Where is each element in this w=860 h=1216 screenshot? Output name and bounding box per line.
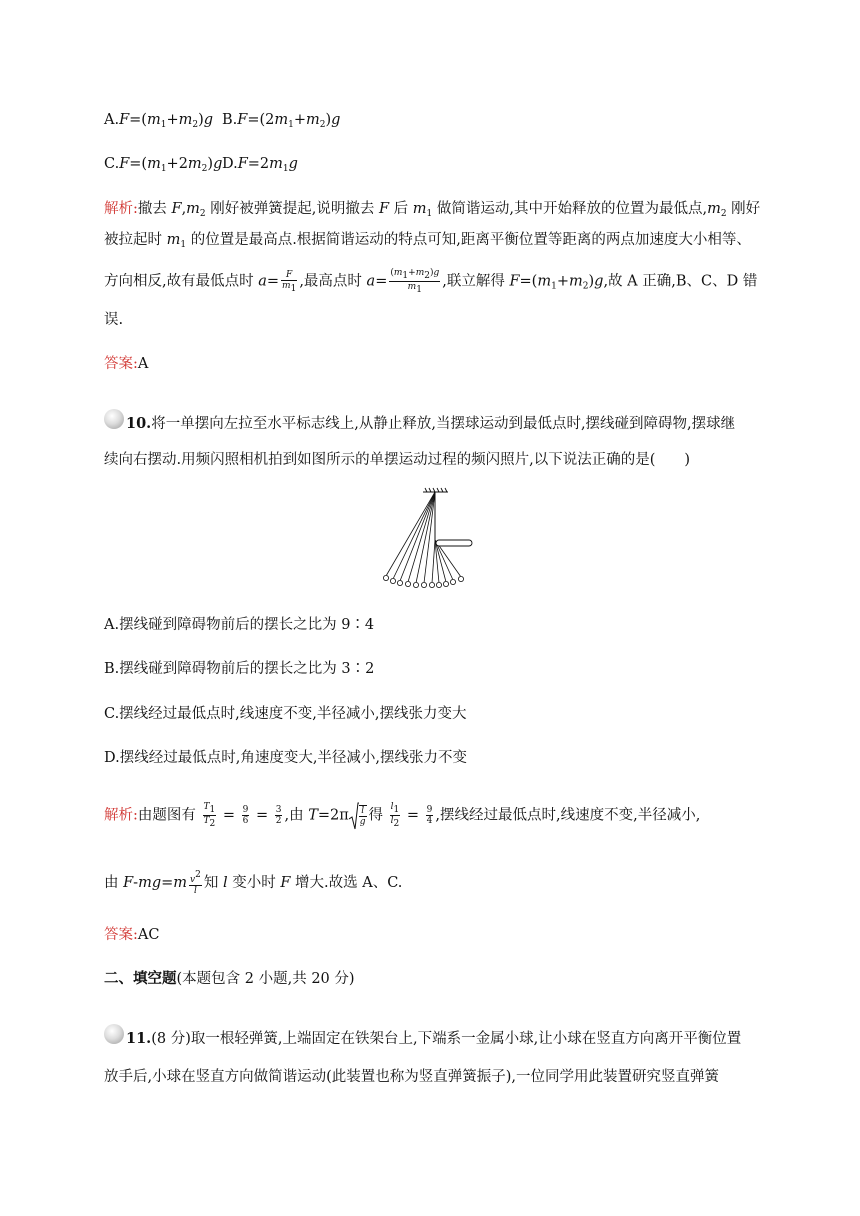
section-title: 二、填空题(本题包含 2 小题,共 20 分) xyxy=(104,970,355,987)
q9-analysis-line4: 误. xyxy=(104,312,124,328)
pendulum-ball xyxy=(450,579,455,584)
pendulum-ball xyxy=(413,582,418,587)
pendulum-ball xyxy=(390,578,395,583)
q9-analysis-line2: 被拉起时 $m_1$ 的位置是最高点.根据简谐运动的特点可知,距离平衡位置等距离的两点加速度大小相等、 xyxy=(104,232,751,250)
q10-stem-line2: 续向右摆动.用频闪照相机拍到如图所示的单摆运动过程的频闪照片,以下说法正确的是( ) xyxy=(104,452,691,468)
pendulum-ball xyxy=(443,581,448,586)
pendulum-ball xyxy=(421,582,426,587)
q10-answer: 答案:AC xyxy=(104,927,160,943)
q10-option-b: B.摆线碰到障碍物前后的摆长之比为 3∶2 xyxy=(104,661,375,677)
q9-option-a: $A.F=(m_1+m_2)g$ xyxy=(104,112,214,130)
q11-stem-line2: 放手后,小球在竖直方向做简谐运动(此装置也称为竖直弹簧振子),一位同学用此装置研究竖直弹簧 xyxy=(104,1069,720,1085)
q10-option-c: C.摆线经过最低点时,线速度不变,半径减小,摆线张力变大 xyxy=(104,706,467,722)
pendulum-figure xyxy=(376,486,476,592)
q9-option-c: $C.F=(m_1+2m_2)g$ xyxy=(104,156,223,174)
q9-option-d: $D.F=2m_1g$ xyxy=(222,156,298,174)
pendulum-ball xyxy=(458,576,463,581)
question-marker-icon xyxy=(104,409,124,429)
analysis-label: 解析 xyxy=(104,201,133,217)
question-marker-icon xyxy=(104,1024,124,1044)
pendulum-ball xyxy=(405,581,410,586)
pendulum-ball xyxy=(383,575,388,580)
pendulum-ball xyxy=(429,582,434,587)
q10-stem-line1: 10.将一单摆向左拉至水平标志线上,从静止释放,当摆球运动到最低点时,摆线碰到障碍物,摆球继 xyxy=(126,415,736,432)
q10-option-a: A.摆线碰到障碍物前后的摆长之比为 9∶4 xyxy=(104,617,375,633)
q10-analysis-line2: 由 F-mg=m $\frac{v^2}{l}$ 知 l 变小时 F 增大.故选 A、C. xyxy=(104,870,403,896)
q9-option-b: $B.F=(2m_1+m_2)g$ xyxy=(222,112,341,130)
q9-answer: 答案:A xyxy=(104,356,149,372)
pendulum-ball xyxy=(436,582,441,587)
q11-stem-line1: 11.(8 分)取一根轻弹簧,上端固定在铁架台上,下端系一金属小球,让小球在竖直方向离开平衡位置 xyxy=(126,1030,742,1047)
q10-analysis-line1: 解析:由题图有 $\frac{T_1}{T_2}$ = $\frac{9}{6}$ = $\frac{3}{2}$ ,由 T=2π $\frac{l}{g}$ 得 $\frac{l_1}{l_2}$ = $\frac{9}{4}$ ,摆线经过最低点时,线速度不变,半径减小, xyxy=(104,802,701,829)
pendulum-ball xyxy=(397,580,402,585)
q9-analysis-line3: 方向相反,故有最低点时 a= $\frac{F}{m_1}$ ,最高点时 a= $\frac{(m_1+m_2)g}{m_1}$ ,联立解得 $F=(m_1+m_2)g$,故 A 正确,B、C、D 错 xyxy=(104,268,758,295)
q9-analysis-line1: 解析:撤去 $F,m_2$ 刚好被弹簧提起,说明撤去 F 后 $m_1$ 做简谐运动,其中开始释放的位置为最低点$,m_2$ 刚好 xyxy=(104,201,761,219)
q10-option-d: D.摆线经过最低点时,角速度变大,半径减小,摆线张力不变 xyxy=(104,750,468,766)
